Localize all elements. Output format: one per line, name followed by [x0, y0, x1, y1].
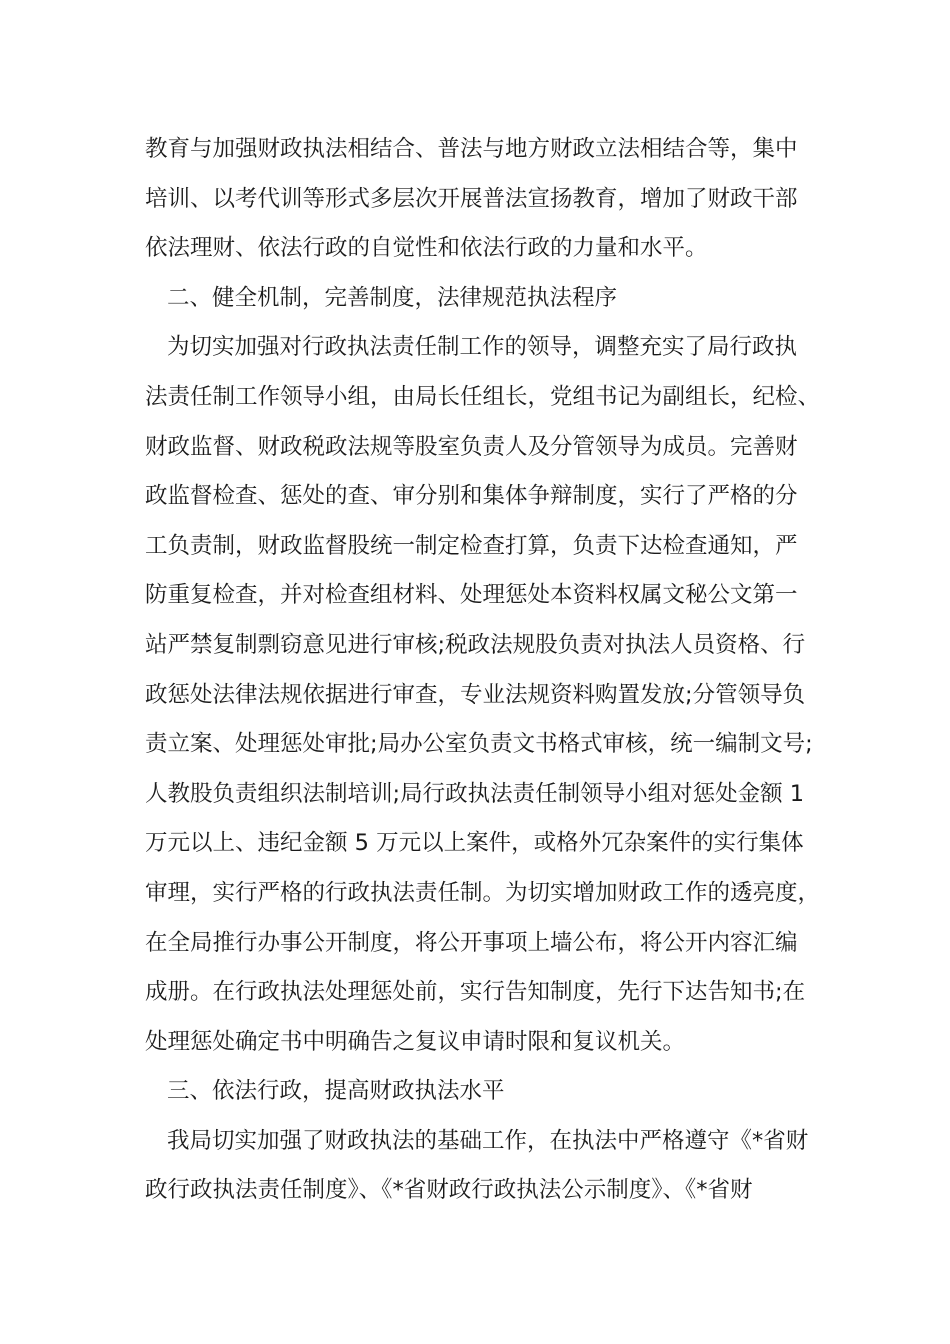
text-line: 人教股负责组织法制培训;局行政执法责任制领导小组对惩处金额 1 [145, 780, 805, 807]
text-line: 依法理财、依法行政的自觉性和依法行政的力量和水平。 [145, 235, 708, 262]
text-line: 在全局推行办事公开制度，将公开事项上墙公布，将公开内容汇编 [145, 929, 798, 956]
section-heading: 二、健全机制，完善制度，法律规范执法程序 [167, 284, 618, 311]
text-line: 教育与加强财政执法相结合、普法与地方财政立法相结合等，集中 [145, 136, 798, 162]
text-line: 政惩处法律法规依据进行审查，专业法规资料购置发放;分管领导负 [145, 681, 806, 708]
text-line: 财政监督、财政税政法规等股室负责人及分管领导为成员。完善财 [145, 433, 798, 460]
paragraph-first-line: 为切实加强对行政执法责任制工作的领导，调整充实了局行政执 [167, 334, 798, 361]
text-line: 万元以上、违纪金额 5 万元以上案件，或格外冗杂案件的实行集体 [145, 830, 804, 857]
text-line: 处理惩处确定书中明确告之复议申请时限和复议机关。 [145, 1028, 686, 1055]
paragraph-first-line: 我局切实加强了财政执法的基础工作，在执法中严格遵守《*省财 [167, 1127, 809, 1154]
section-heading: 三、依法行政，提高财政执法水平 [167, 1078, 505, 1105]
text-line: 责立案、处理惩处审批;局办公室负责文书格式审核，统一编制文号; [145, 731, 813, 758]
text-line: 站严禁复制剽窃意见进行审核;税政法规股负责对执法人员资格、行 [145, 631, 806, 658]
text-line: 政监督检查、惩处的查、审分别和集体争辩制度，实行了严格的分 [145, 483, 798, 510]
text-line: 法责任制工作领导小组，由局长任组长，党组书记为副组长，纪检、 [145, 383, 821, 410]
text-line: 培训、以考代训等形式多层次开展普法宣扬教育，增加了财政干部 [145, 185, 798, 212]
text-line: 成册。在行政执法处理惩处前，实行告知制度，先行下达告知书;在 [145, 979, 806, 1006]
document-body [145, 125, 820, 1216]
text-line: 工负责制，财政监督股统一制定检查打算，负责下达检查通知，严 [145, 532, 798, 559]
text-line: 防重复检查，并对检查组材料、处理惩处本资料权属文秘公文第一 [145, 582, 798, 609]
text-line: 审理，实行严格的行政执法责任制。为切实增加财政工作的透亮度， [145, 879, 821, 906]
text-line: 政行政执法责任制度》、《*省财政行政执法公示制度》、《*省财 [145, 1177, 753, 1204]
